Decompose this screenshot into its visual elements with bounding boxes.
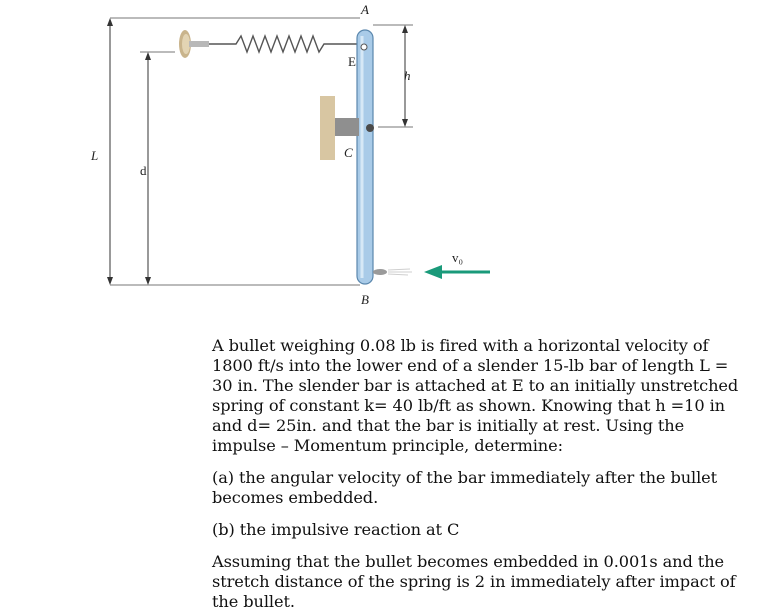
part-a: (a) the angular velocity of the bar immediately after the bullet becomes embedded. [212,468,718,507]
slender-bar [357,30,373,284]
label-C: C [344,145,353,160]
label-v0: v₀ [452,250,464,265]
velocity-arrow [424,265,490,279]
label-A: A [361,2,369,17]
label-E: E [348,54,356,69]
label-L: L [91,148,99,163]
label-B: B [361,292,369,307]
part-b: (b) the impulsive reaction at C [212,520,460,539]
problem-text [212,336,752,612]
label-d: d [140,163,147,178]
spring [209,36,364,52]
impact-note: Assuming that the bullet becomes embedded in 0.001s and the stretch distance of the spring is 2 in immediately after impact of the bullet. [212,552,736,611]
problem-statement: A bullet weighing 0.08 lb is fired with a horizontal velocity of 1800 ft/s into the lower end of a slender 15-lb bar of length L = 30 in. The slender bar is attached at E to an initially unstretched spring of constant k= 40 lb/ft as shown. Knowing that h =10 in and d= 25in. and that the bar is initially at rest. Using the impulse – Momentum principle, determine: [212,336,739,455]
spring-wall-mount [179,30,209,58]
bullet [373,269,412,275]
pin-E [361,44,367,50]
label-h: h [404,68,411,83]
